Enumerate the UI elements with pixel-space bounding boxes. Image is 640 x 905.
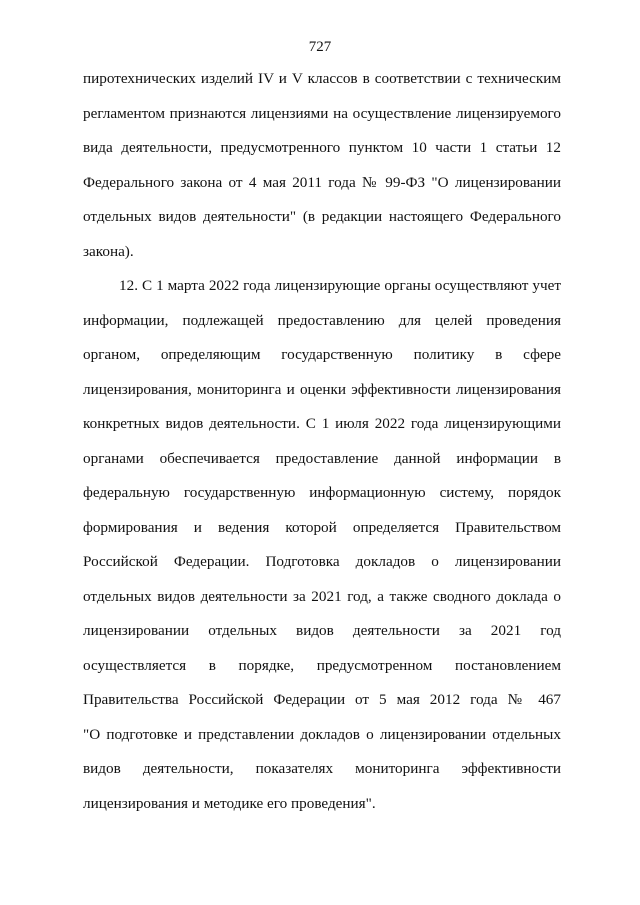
paragraph-1 — [83, 62, 561, 269]
text-line: отдельных видов деятельности" (в редакции настоящего Федерального — [83, 208, 561, 225]
text-line: Федерального закона от 4 мая 2011 года № 99-ФЗ "О лицензировании — [83, 173, 561, 191]
text-line: отдельных видов деятельности за 2021 год, а также сводного доклада о — [83, 587, 561, 605]
text-line: лицензирования и методике его проведения". — [83, 794, 376, 812]
text-line: видов деятельности, показателях мониторинга эффективности — [83, 760, 561, 777]
text-line: федеральную государственную информационную систему, порядок — [83, 484, 561, 501]
text-line: информации, подлежащей предоставлению для целей проведения — [83, 311, 561, 329]
text-line: "О подготовке и представлении докладов о лицензировании отдельных — [83, 725, 561, 743]
text-line: вида деятельности, предусмотренного пунктом 10 части 1 статьи 12 — [83, 139, 561, 156]
text-line: 12. С 1 марта 2022 года лицензирующие органы осуществляют учет — [119, 277, 561, 294]
page-number: 727 — [308, 39, 332, 55]
text-line: формирования и ведения которой определяется Правительством — [83, 518, 561, 536]
text-line: Российской Федерации. Подготовка докладов о лицензировании — [83, 553, 561, 570]
text-line: лицензировании отдельных видов деятельности за 2021 год — [83, 622, 561, 639]
text-line: конкретных видов деятельности. С 1 июля 2022 года лицензирующими — [83, 415, 561, 432]
text-line: лицензирования, мониторинга и оценки эффективности лицензирования — [83, 380, 561, 398]
text-line: пиротехнических изделий IV и V классов в соответствии с техническим — [83, 70, 561, 87]
text-line: осуществляется в порядке, предусмотренном постановлением — [83, 656, 561, 674]
text-line: Правительства Российской Федерации от 5 мая 2012 года № 467 — [83, 691, 561, 708]
body-text — [83, 62, 561, 821]
paragraph-2 — [83, 269, 561, 821]
text-line: органами обеспечивается предоставление данной информации в — [83, 449, 561, 467]
text-line: регламентом признаются лицензиями на осуществление лицензируемого — [83, 104, 561, 122]
text-line: органом, определяющим государственную политику в сфере — [83, 346, 561, 363]
text-line: закона). — [83, 242, 134, 260]
